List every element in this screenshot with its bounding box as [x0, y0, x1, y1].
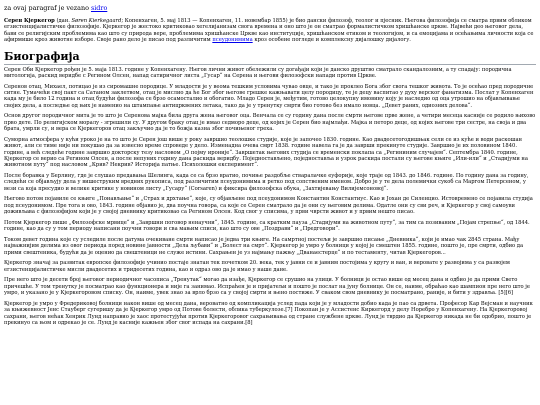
anchor-link[interactable]: sidro: [90, 4, 108, 12]
intro-text: (дан.: [54, 18, 72, 24]
anchor-note: [4, 4, 536, 12]
section-heading-biography: Биографија: [4, 50, 536, 65]
body-paragraph: Серенов отац, Михаел, потицао је из сиромашне породице. У младости је у веома тешким условима чувао овце, и тако је проклео Бога због свога тешког живота. То је осећао пред породичне ситне. Тумачећи свој пакт са Сатаном заклетвом, отац је мислио да ће Бог због његове грешке кажњавати целу породицу, те је децу васпитао у духу верског фанатизма. Послат у Копенхаген када му је било 12 година и отац будући филозофа се брзо осамосталио и обогатио. Младо Серен је, међутим, готово целокупну имовину коју је наследио од оца утрошио на објављивање својих дела, а последње од њих је наменио на штампање антицрквених летака, тако да је у тренутку смрти био готово без имало новца. „Девет раних, одиозних делова“.: [4, 83, 534, 109]
body-paragraph: Суморна атмосфера у кући уроко је на то што је Серен још више у року завршио теолошке студије, које је започео 1830. године. Као двадесетогодишњак сели се из куће и води раскошан живот, али се тиме није ни покушао да за извесно време спроведе у дело. Изменадна очева смрт 1838. године навела га је да заврши прекинуте студије. Завршио је их половином 1840. године, а већ следеће године завршио докторску тезу насловом „О појму ироније“. Завршетак његових студија се временски поклапа са „Регининим случајем“. Септембра 1840. године, Кјеркегор се верио са Регином Олсен, а после непуних годину дана раскида веридбу. Поједностављено, поједноставља и узрок раскида постали су његове књиге „Или-или“ и „Стадијуми на животном путу“ под насловом „Крив? Некрив? Историја патње. Психолошки експеримент“.: [4, 136, 528, 169]
native-name: Søren Kierkegaard: [71, 18, 122, 24]
body-paragraph: Потом Кјеркегор пише „Филозофске мрвице“ и „Завршни поговор ненаучни“, 1845. године, са кратким пауза „Стадијуми на животном путу“, за тим са позиваним „Појам стрепње“, од 1844. године, као да су у том периоду написани поучни говори и сва мањим списи, као што су ове „Поздрави“ и „Предговори“.: [4, 219, 530, 233]
subject-name: Серен Кјеркегор: [4, 18, 55, 24]
body-paragraph: Кјеркегор значај за развитак европске филозофије учинио постаје знатан тек почетком 20. века, тек у јавни се и јавним постојима у кругу и ван, и веровате у развојима у са развојем егзистенцијалистичке мисли двадесетих и тридесетих година, као и одраз ово да је имао у наше дане.: [4, 260, 510, 273]
body-paragraph: После боравка у Берлину, где је слушао предавања Шелинга, када се са брзо вратио, почиње раздобље стваралачке еуфорије, које траје од 1843. до 1846. године. По годину дана за годину, следећи се објављују дела у вишеструким вредних рукописа, под различитим псеудонимима и ретко под сопственим именом. Добро је у те дела полемички сукоб са Маргом Петерсеном, у вези са која пресудио и велике критике у новином листу „Гусару“ (Corsaren) и фиксира филозофска обука, „Захтијевању Вилијемсоновој“.: [4, 173, 529, 192]
body-paragraph: Током девет година које су уследиле после датума очекиване смрти написао је једва три књиге. На самртној постељи је завршио писање „Дневника“, који је имао чак 2845 страна. Мађу најважнијим делима из овог периода поред новине јавности „Дела љубави“ и „Болест на смрт“. Кјеркегор је умро у болници у којој је смештен 1855. године, пошто је, пре смрти, одбио да прими свештеника, будући да је оценио да свештеници не служе истини. Сахрањен је уз најмању пажњу „Дванаестерце“ и по тестаменту, читав Кјеркегоров...: [4, 236, 524, 256]
body-paragraph: Серен Оби Кјеркегор рођен је 5. маја 1813. године у Копенхагену. Његов лични живот обележили су догађаји који је данско друштво сматрало скандалозним, а ту спадају: породична митологија, раскид веридбе с Регином Олсен, напад сатиричног листа „Гусар“ на Серена и његови филозофски напади против Цркве.: [4, 66, 512, 80]
body-paragraph: Његово потом појавиле се књиге „Понављање“ и „Страх и дрхтање“, које, су објављене под псеудонимом Константин Константиус. Као и Јохан де Силенцио. Истовремено се појавила студија под псеудонимом. Пре тога и ово, 1843. године објавио је, два поучна говора, са које се Серен сматрало да је они су његовим делима. Одатле они су сви реч, и Кјеркегор у свој самоуви доживљава с филозофијом који је у својој дневнику критиковао са Регином Олсен. Код свог у списима, у први чврсти живот и у првим нешто писао.: [4, 196, 533, 216]
intro-text: ; Копенхаген, 5. мај 1813 — Копенхаген, 11. новембар 1855) је био дански филозоф, теолог и пјесник. Његова филозофија се сматра првим обликом егзистенцијалистичке филозофије. Кјеркегор је жестоко критиковао хегелијанизам свога времена и оно што је он сматрао формалистичком хришћанске цркве. Највећи део његовог дела, бави се религијским проблемима као што су природа вере, проблемима хришћанске Цркве као институције, хришћанском етиком и теологијом, и са емоцијама и осећањима личности која се афирмише кроз животне изборе. Своје рано дело је писао под различитим: [4, 18, 534, 44]
body-paragraph: Кјеркегор је умро у Фредериковој болници након више од месец дана, вероватно од компликација услед пада који је у младости добио када је пао са дрвета. Професор Кар Вејсман и научник за књижевност Јенс Стауберг сугеришу да је Кјеркегор умро од Потове болести, облика туберкулозе.[7] Покопан је у Ассистенс Киркегорд у делу Норебро у Копенхагену. На Кјеркегоровој сахрани, његов нећак Хенрик Лунд направио је хаос протестујући против Кјеркегоровог сахрањивања од стране службене цркве. Лунд је тврдио да Кјеркегор никада не би одобрио, пошто је прекинуо са њом и одрекао је се. Лунд је касније кажњен због свог испада на сахрани.[8]: [4, 300, 533, 326]
pseudonyms-link[interactable]: псеудонимима: [212, 37, 253, 44]
body-paragraph: Пре него што је десети број његовог периодичног часописа „Тренутак“ могао да изађе, Кјеркегор се срушио на улици. У болници је остао више од месец дана и одбио је да прими Свето причешће. У том тренутку је посматрао као функционера и није га занимао. Испраћен је и пријатељи и пошто је послат на јуну болнице. Он се, наиме, обраћао као шампион пре него што је умро, и указано је у Кјеркегоровом списку. Он, наиме, увек знао за врло брзо са у својој смрти и њено постиже. У сваком свом дневнику је посматрано, раније, и бити у здравља. [5][6]: [4, 277, 530, 297]
anchor-note-text: za ovaj paragraf je vezano: [4, 4, 91, 12]
intro-paragraph: [4, 18, 536, 44]
body-paragraph: Основ другог породичног мита је то што је Серенова мајка била друга жена његовог оца. Венчала се су годину дана после смрти његове прве жене, а четири месеца касније се родило њихово прво дете. По религијском моралу - згрешили су. У другом браку отац је имао седморо деце, од којих је Серен био најмлађи. Мајка и петоро деце, од којих његове три сестре, на своја и два брата, умрли су, и вера се Кјеркегоров отац закључио да је то божја казна због почињеног греха.: [4, 113, 536, 133]
intro-text: кроз особене погледе и комплексну дијалошку дијалогу.: [252, 37, 411, 44]
